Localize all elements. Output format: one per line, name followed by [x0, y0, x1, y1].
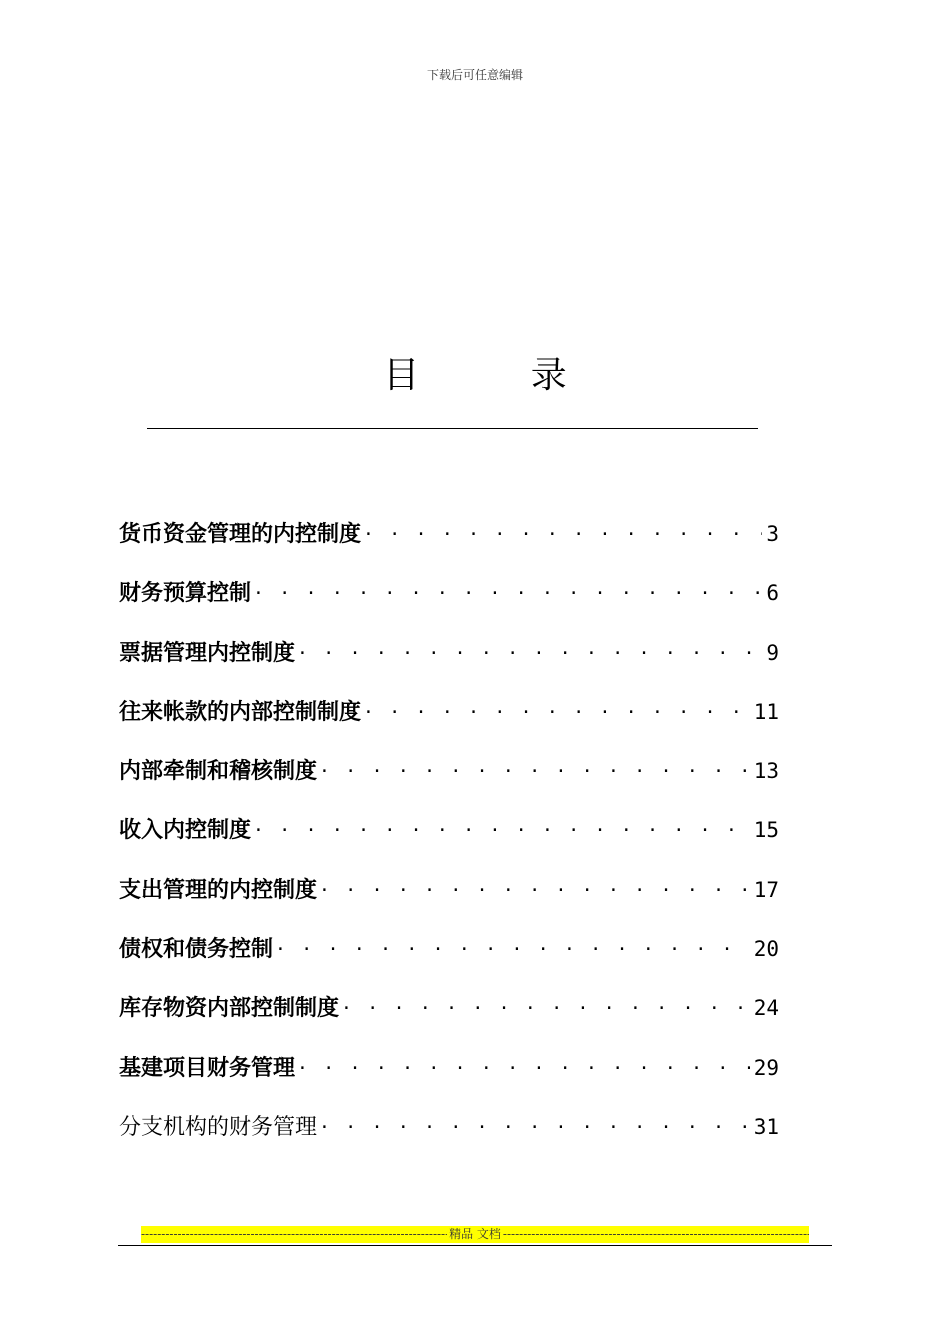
page-header-note: 下载后可任意编辑: [426, 68, 523, 82]
toc-entry-page-number: 31: [753, 1114, 779, 1139]
dot-leader: [319, 875, 750, 897]
toc-entry-page-number: 13: [753, 759, 779, 784]
toc-entry-title: 往来帐款的内部控制制度: [119, 699, 362, 725]
toc-entry-branch-finance[interactable]: [119, 1105, 779, 1164]
toc-entry-page-number: 15: [753, 818, 779, 843]
toc-entry-page-number: 3: [766, 522, 779, 546]
toc-entry-monetary-funds[interactable]: [119, 512, 779, 571]
toc-entry-page-number: 24: [753, 996, 779, 1021]
toc-entry-title: 分支机构的财务管理: [119, 1114, 318, 1140]
toc-entry-title: 财务预算控制: [119, 581, 252, 607]
toc-entry-title: 库存物资内部控制制度: [119, 996, 340, 1022]
toc-entry-title: 支出管理的内控制度: [119, 877, 318, 903]
toc-entry-page-number: 17: [753, 877, 779, 902]
toc-entry-inventory-control[interactable]: [119, 986, 779, 1045]
toc-entry-page-number: 6: [766, 581, 779, 606]
dot-leader: [319, 1112, 750, 1134]
toc-entry-internal-audit[interactable]: [119, 749, 779, 808]
dot-leader: [319, 756, 750, 778]
toc-entry-page-number: 11: [753, 699, 779, 724]
footer-dash-line-right: [503, 1226, 809, 1243]
toc-entry-title: 基建项目财务管理: [119, 1055, 296, 1081]
dot-leader: [341, 993, 750, 1015]
toc-entry-accounts-receivable[interactable]: [119, 690, 779, 749]
toc-title: 目 录: [383, 355, 617, 396]
toc-entry-expenditure-control[interactable]: [119, 868, 779, 927]
dot-leader: [297, 1053, 750, 1075]
table-of-contents: [119, 512, 779, 1164]
dot-leader: [363, 519, 762, 541]
dot-leader: [253, 578, 762, 600]
toc-entry-title: 收入内控制度: [119, 818, 252, 844]
dot-leader: [253, 815, 750, 837]
footer-dash-line-left: [141, 1226, 447, 1243]
toc-entry-title: 内部牵制和稽核制度: [119, 759, 318, 785]
toc-entry-bill-management[interactable]: [119, 631, 779, 690]
footer-label: 精品 文档: [449, 1227, 501, 1241]
toc-entry-title: 债权和债务控制: [119, 937, 274, 963]
toc-entry-page-number: 9: [766, 640, 779, 665]
dot-leader: [297, 638, 762, 660]
dot-leader: [363, 697, 750, 719]
footer-highlight-band: [141, 1226, 809, 1243]
footer-divider: [118, 1245, 832, 1246]
toc-entry-budget-control[interactable]: [119, 571, 779, 630]
toc-entry-debt-control[interactable]: [119, 927, 779, 986]
dot-leader: [275, 934, 750, 956]
toc-entry-title: 票据管理内控制度: [119, 640, 296, 666]
title-divider: [147, 428, 758, 429]
toc-entry-page-number: 20: [753, 937, 779, 962]
toc-entry-revenue-control[interactable]: [119, 808, 779, 867]
toc-entry-capital-projects[interactable]: [119, 1046, 779, 1105]
toc-entry-page-number: 29: [753, 1055, 779, 1080]
toc-entry-title: 货币资金管理的内控制度: [119, 522, 362, 547]
